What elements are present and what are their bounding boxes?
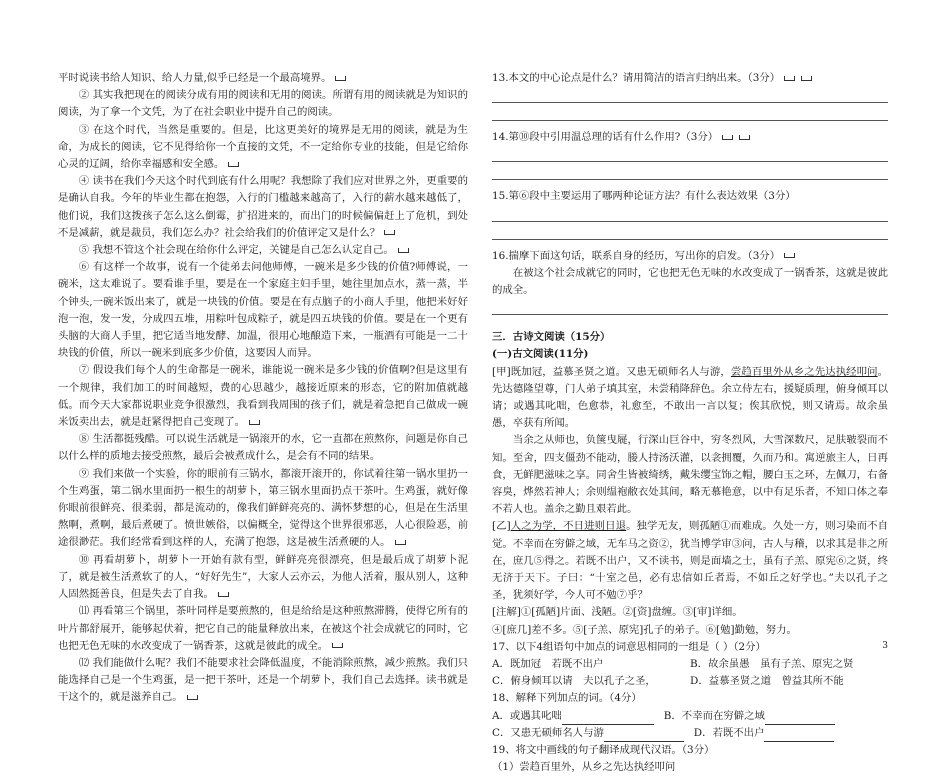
question-19: 19、将文中画线的句子翻译成现代汉语。（3分） [492,744,715,757]
paragraph: ⑩ 再看胡萝卜，胡萝卜一开始有款有型，鲜鲜亮亮很漂亮，但是最后成了胡萝卜泥了，就是被生活煮软了的人，“好好先生”，大家人云亦云，为他人活着，服从别人，这种人固然挺善良，但是失去了自我。 [58,553,468,601]
question-15: 15.第⑥段中主要运用了哪两种论证方法？有什么表达效果（3分） [492,190,796,203]
option-c[interactable]: C．俯身倾耳以请 夫以孔子之圣， [492,675,656,688]
underlined-sentence: 人之为学，不日进则日退 [510,520,627,533]
mark-icon [249,420,260,425]
notes: [注解]①[孤陋]片面、浅陋。②[资]盘缠。③[审]详细。 [492,606,743,619]
answer-line[interactable] [492,87,888,103]
blank[interactable] [764,741,834,742]
answer-line[interactable] [492,105,888,121]
paragraph: ⑿ 我们能做什么呢？我们不能要求社会降低温度，不能消除煎熬，减少煎熬。我们只能选择自己是一个生鸡蛋，是一把干茶叶，还是一个胡萝卜，我们自己去选择。读书就是干这个的，就是滋养自己。 [58,656,468,704]
mark-icon [384,230,395,235]
section-heading: 三．古诗文阅读（15分） [492,331,611,344]
paragraph: ⑨ 我们来做一个实验，你的眼前有三锅水，都滚开滚开的，你试着往第一锅水里扔一个生鸡蛋，第二锅水里面扔一根生的胡萝卜，第三锅水里面扔点干茶叶。生鸡蛋，就好像你眼前很鲜亮、很柔弱，都是流动的，像我们鲜鲜亮亮的、满怀梦想的心，但是在生活里熬啊，煮啊，最后煮硬了。愤世嫉俗，以偏概全，觉得这个世界很邪恶，人心很险恶，前途很渺茫。我们经常看到这样的人，充满了抱怨，这是被生活煮硬的人。 [58,467,468,549]
answer-line[interactable] [492,164,888,180]
notes: ④[庶几]差不多。⑤[子羔、原宪]孔子的弟子。⑥[勉]勤勉，努力。 [492,623,797,636]
passage-jia: [甲]既加冠，益慕圣贤之道。又患无硕师名人与游，尝趋百里外从乡之先达执经叩问。先达德隆望尊，门人弟子填其室，未尝稍降辞色。余立侍左右，援疑质理，俯身倾耳以请；或遇其叱咄，色愈恭，礼愈至，不敢出一言以复；俟其欣悦，则又请焉。故余虽愚，卒获有所闻。 [492,365,889,430]
question-16: 16.揣摩下面这句话，联系自身的经历，写出你的启发。（3分） [492,248,888,265]
options-row [492,673,888,690]
mark-icon [395,540,406,545]
paragraph: 平时说读书给人知识、给人力量,似乎已经是一个最高境界。 [58,70,468,87]
mark-icon [332,643,343,648]
option-a[interactable]: A．既加冠 若既不出户 [492,658,604,671]
passage-jia-2: 当余之从师也，负箧曳屣，行深山巨谷中，穷冬烈风，大雪深数尺，足肤皲裂而不知。至舍，四支僵劲不能动，媵人持汤沃灌，以衾拥覆，久而乃和。寓逆旅主人，日再食，无鲜肥滋味之享。同舍生皆被绮绣，戴朱缨宝饰之帽，腰白玉之环，左佩刀，右备容臭，烨然若神人；余则缊袍敝衣处其间，略无慕艳意，以中有足乐者，不知口体之奉不若人也。盖余之勤且艰若此。 [492,434,888,516]
mark-icon [335,76,346,81]
question-18: 18、解释下列加点的词。（4分） [492,692,642,705]
mark-icon [187,695,198,700]
question-14: 14.第⑩段中引用温总理的话有什么作用?（3分） [492,129,888,146]
mark-icon [228,162,239,167]
left-column [58,70,468,707]
mark-icon [722,135,733,140]
paragraph: ④ 读书在我们今天这个时代到底有什么用呢？我想除了我们应对世界之外，更重要的是确认自我。今年的毕业生都在抱怨，入行的门槛越来越高了，入行的薪水越来越低了，他们说，我们这拨孩子怎么这么倒霉，扩招进来的，而出门的时候偏偏赶上了危机，到处不是减薪，就是裁员，我们怎么办？社会给我们的价值评定又是什么？ [58,175,468,239]
option-d[interactable]: D．益慕圣贤之道 曾益其所不能 [690,675,844,688]
subsection-heading: (一)古文阅读(11分) [492,348,589,361]
paragraph: ⑤ 我想不管这个社会现在给你什么评定，关键是自己怎么认定自己。 [58,242,468,259]
answer-line[interactable] [492,146,888,162]
paragraph: ③ 在这个时代，当然是重要的。但是，比这更美好的境界是无用的阅读，就是为生命，为成长的阅读，它不见得给你一个直接的文凭，不一定给你专业的技能，但是它给你心灵的辽阔，给你幸福感和安全感。 [58,123,468,171]
paragraph: ⑦ 假设我们每个人的生命都是一碗米，谁能说一碗米是多少钱的价值啊?但是这里有一个规律，我们加工的时间越短，费的心思越少，越接近原来的形态，它的附加值就越低。而今天大家都说职业竞争很激烈，我看到我周围的孩子们，就是着急把自己做成一碗米饭卖出去，就是赶紧得把自己变现了。 [58,364,468,429]
question-13: 13.本文的中心论点是什么？请用简洁的语言归纳出来。（3分） [492,70,888,87]
paragraph: ⑥ 有这样一个故事，说有一个徒弟去问他师傅，一碗米是多少钱的价值?师傅说，一碗米，这太难说了。要看谁手里，要是在一个家庭主妇手里，她往里加点水，蒸一蒸，半个钟头,一碗米饭出来了，就是一块钱的价值。要是在有点脑子的小商人手里，他把米好好泡一泡，发一发，分成四五堆，用粽叶包成粽子，就是四五块钱的价值。要是在一个更有头脑的大商人手里，把它适当地发酵、加温，很用心地酿造下来，一瓶酒有可能是一二十块钱的价值，所以一碗米到底多少价值，这要因人而异。 [58,261,468,360]
mark-icon [801,76,812,81]
passage-yi: [乙]人之为学，不日进则日退。独学无友，则孤陋①而难成。久处一方，则习染而不自觉。不幸而在穷僻之域，无车马之资②，犹当博学审③问，古人与稽，以求其是非之所在，庶几⑤得之。若既不出户，又不读书，则是面墙之士，虽有子羔、原宪⑥之贤，终无济于天下。子曰：“十室之邑，必有忠信如丘者焉，不如丘之好学也。”夫以孔子之圣，犹须好学，今人可不勉⑦乎？ [492,520,889,602]
paragraph: ② 其实我把现在的阅读分成有用的阅读和无用的阅读。所谓有用的阅读就是为知识的阅读，为了拿一个文凭，为了在社会职业中提升自己的阅读。 [58,89,468,119]
question-17: 17、以下4组语句中加点的词意思相同的一组是（ ）（2分） [492,640,766,653]
answer-line[interactable] [492,206,888,222]
question-18-items: A．或遇其叱咄 B．不幸而在穷僻之域 [492,708,888,725]
page-number: 3 [882,641,888,651]
option-b[interactable]: B．故余虽愚 虽有子羔、原宪之贤 [690,658,854,671]
answer-line[interactable] [492,299,888,315]
question-16-quote: 在被这个社会成就它的同时，它也把无色无味的水改变成了一锅香茶，这就是彼此的成全。 [492,266,888,297]
question-19-item: （1）尝趋百里外，从乡之先达执经叩问 [492,761,676,774]
paragraph: ⑾ 再看第三个锅里，茶叶同样是要煎熬的，但是给给是这种煎熬滞腾，使得它所有的叶片都舒展开，能够起伏着，把它自己的能量释放出来，在被这个社会成就它的同时，它也把无色无味的水改变成了一锅香茶，这就是彼此的成全。 [58,605,468,652]
mark-icon [739,135,750,140]
mark-icon [218,592,229,597]
mark-icon [398,248,409,253]
mark-icon [784,76,795,81]
answer-line[interactable] [492,224,888,240]
paragraph: ⑧ 生活都挺残酷。可以说生活就是一锅滚开的水，它一直都在煎熬你，问题是你自己以什么样的质地去接受煎熬，最后会被煮成什么，是会有不同的结果。 [58,433,468,463]
mark-icon [784,253,795,258]
underlined-sentence: 尝趋百里外从乡之先达执经叩问 [730,365,878,378]
question-18-items: C．又患无硕师名人与游 D．若既不出户 [492,725,888,742]
